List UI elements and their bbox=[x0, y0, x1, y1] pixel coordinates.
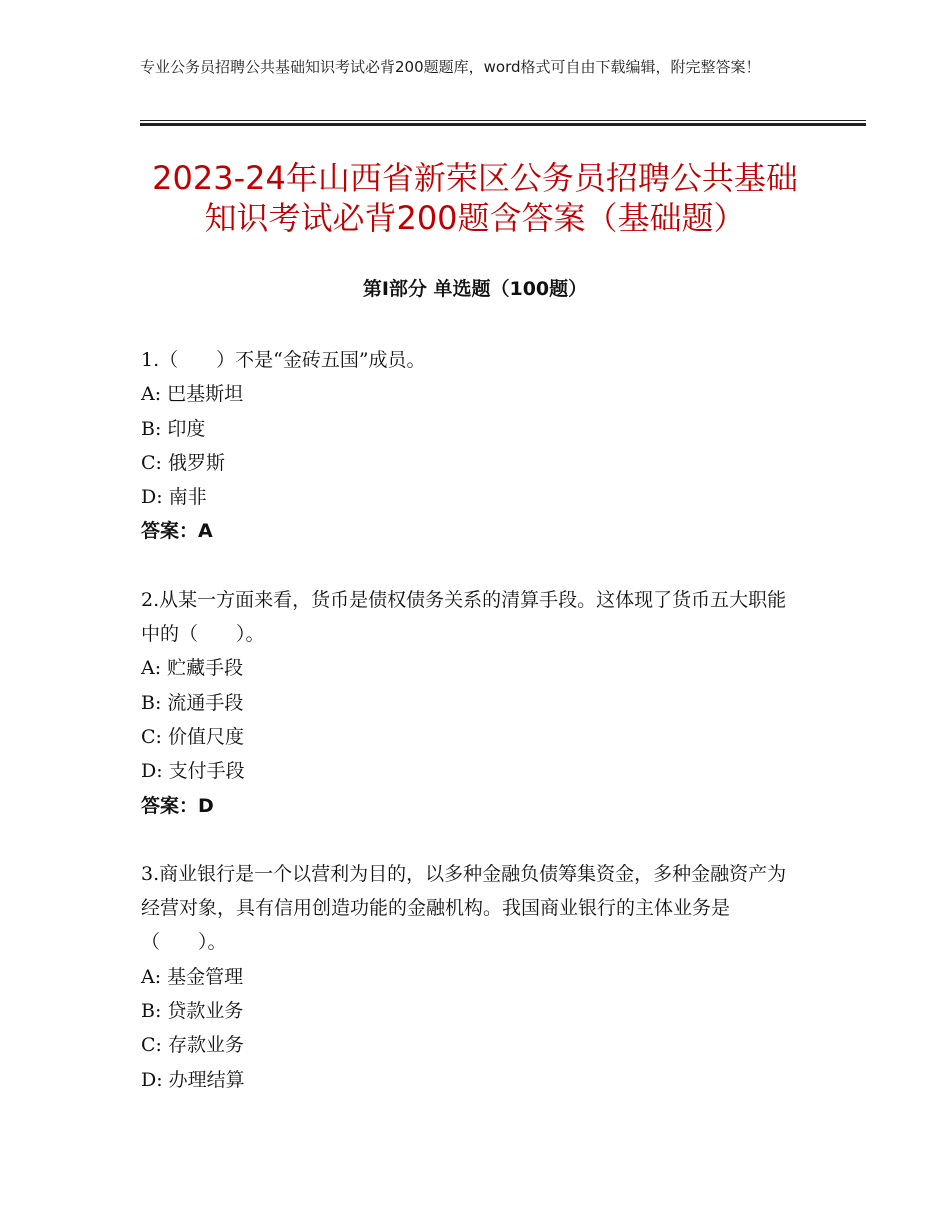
question-1 bbox=[141, 343, 801, 549]
option-d: D: 支付手段 bbox=[141, 760, 245, 783]
question-3 bbox=[141, 857, 801, 1097]
option-c: C: 价值尺度 bbox=[141, 725, 244, 748]
option-a: A: 贮藏手段 bbox=[141, 657, 244, 680]
option-b: B: 贷款业务 bbox=[141, 1000, 244, 1023]
header-note: 专业公务员招聘公共基础知识考试必背200题题库，word格式可自由下载编辑，附完整答案！ bbox=[140, 58, 761, 76]
option-c: C: 存款业务 bbox=[141, 1034, 244, 1057]
option-d: D: 南非 bbox=[141, 486, 207, 509]
header-divider-thin bbox=[140, 120, 866, 121]
answer-line: 答案：A bbox=[141, 520, 213, 543]
question-list bbox=[141, 343, 801, 1131]
option-a: A: 基金管理 bbox=[141, 965, 244, 988]
question-2 bbox=[141, 583, 801, 823]
option-a: A: 巴基斯坦 bbox=[141, 383, 244, 406]
answer-line: 答案：D bbox=[141, 794, 214, 817]
question-stem: 2.从某一方面来看，货币是债权债务关系的清算手段。这体现了货币五大职能中的（ ）。 bbox=[141, 588, 787, 646]
header-divider-thick bbox=[140, 123, 866, 126]
option-c: C: 俄罗斯 bbox=[141, 451, 225, 474]
section-heading: 第Ⅰ部分 单选题（100题） bbox=[362, 278, 588, 300]
option-b: B: 流通手段 bbox=[141, 691, 244, 714]
document-title: 2023-24年山西省新荣区公务员招聘公共基础知识考试必背200题含答案（基础题） bbox=[152, 159, 798, 237]
question-stem: 1.（ ）不是“金砖五国”成员。 bbox=[141, 349, 426, 371]
question-stem: 3.商业银行是一个以营利为目的，以多种金融负债筹集资金，多种金融资产为经营对象，具有信用创造功能的金融机构。我国商业银行的主体业务是（ ）。 bbox=[141, 862, 787, 954]
option-d: D: 办理结算 bbox=[141, 1068, 245, 1091]
option-b: B: 印度 bbox=[141, 417, 206, 440]
